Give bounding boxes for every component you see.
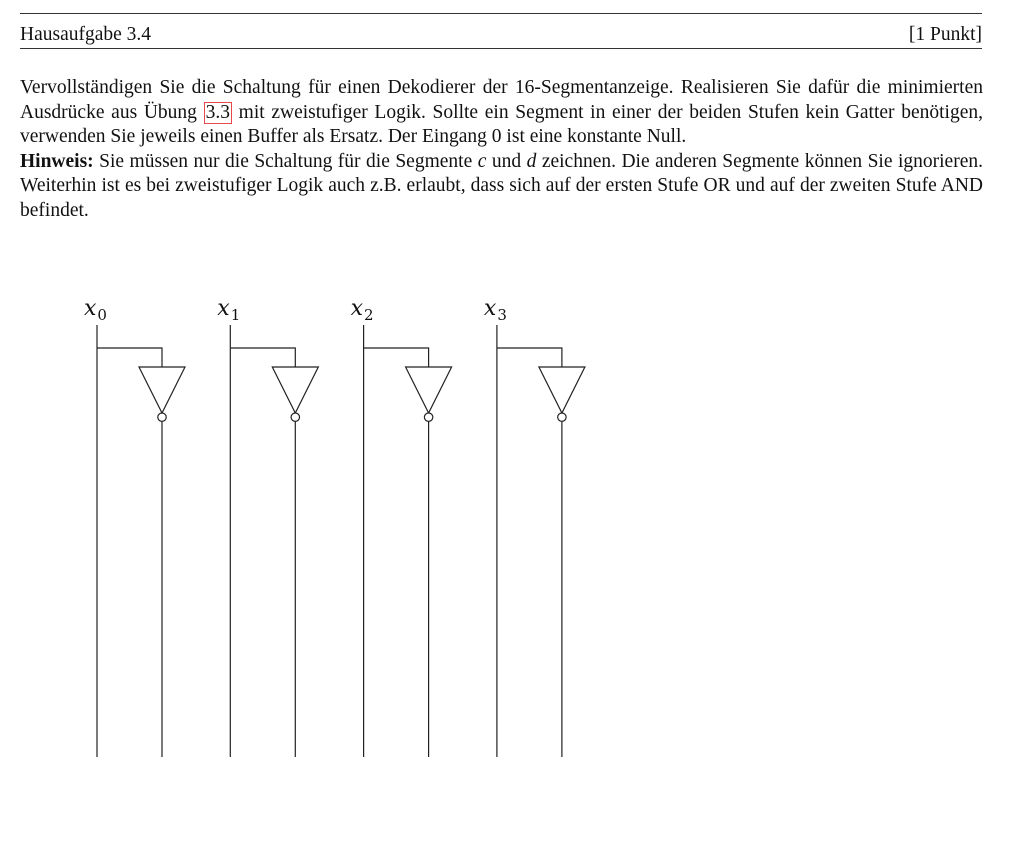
segment-d: d (526, 150, 537, 172)
task-intro-text: Vervollständigen Sie die Schaltung für einen Dekodierer der 16-Segmentanzeige. Realisieren Sie dafür die minimierten Ausdrücke aus Übung (20, 77, 983, 123)
input-label-x2: $x_2$ (350, 296, 374, 324)
inverter-circuit-diagram (0, 280, 640, 770)
not-bubble-x1 (291, 413, 299, 421)
not-bubble-x0 (158, 413, 166, 421)
not-bubble-x2 (424, 413, 432, 421)
branch-wire-x1 (230, 348, 295, 367)
top-rule (20, 13, 982, 14)
bottom-rule (20, 48, 982, 49)
segment-c: c (477, 150, 487, 172)
not-gate-x2 (406, 367, 452, 413)
hint-paragraph (20, 150, 983, 224)
branch-wire-x3 (497, 348, 562, 367)
exercise-reference-link[interactable]: 3.3 (205, 101, 230, 123)
input-label-x1: $x_1$ (217, 296, 241, 324)
branch-wire-x0 (97, 348, 162, 367)
not-gate-x1 (272, 367, 318, 413)
hint-and: und (486, 150, 527, 172)
task-intro-text-cont: mit zweistufiger Logik. Sollte ein Segment in einer der beiden Stufen kein Gatter benötigen, verwenden Sie jeweils einen Buffer als Ersatz. Der Eingang 0 ist eine konstante Null. (20, 101, 983, 148)
not-gate-x0 (139, 367, 185, 413)
input-label-x0: $x_0$ (84, 296, 107, 324)
hint-text-cont: zeichnen. Die anderen Segmente können Sie ignorieren. Weiterhin ist es bei zweistufiger Logik auch z.B. erlaubt, dass sich auf der ersten Stufe OR und auf der zweiten Stufe AND befindet. (20, 150, 983, 221)
not-bubble-x3 (558, 413, 566, 421)
task-title: Hausaufgabe 3.4 (20, 24, 152, 45)
hint-label: Hinweis: (20, 150, 94, 172)
task-paragraph (20, 76, 983, 150)
input-label-x3: $x_3$ (483, 296, 507, 324)
branch-wire-x2 (364, 348, 429, 367)
hint-text: Sie müssen nur die Schaltung für die Segmente (93, 150, 478, 172)
task-description (20, 76, 983, 224)
not-gate-x3 (539, 367, 585, 413)
task-points: [1 Punkt] (908, 24, 982, 45)
